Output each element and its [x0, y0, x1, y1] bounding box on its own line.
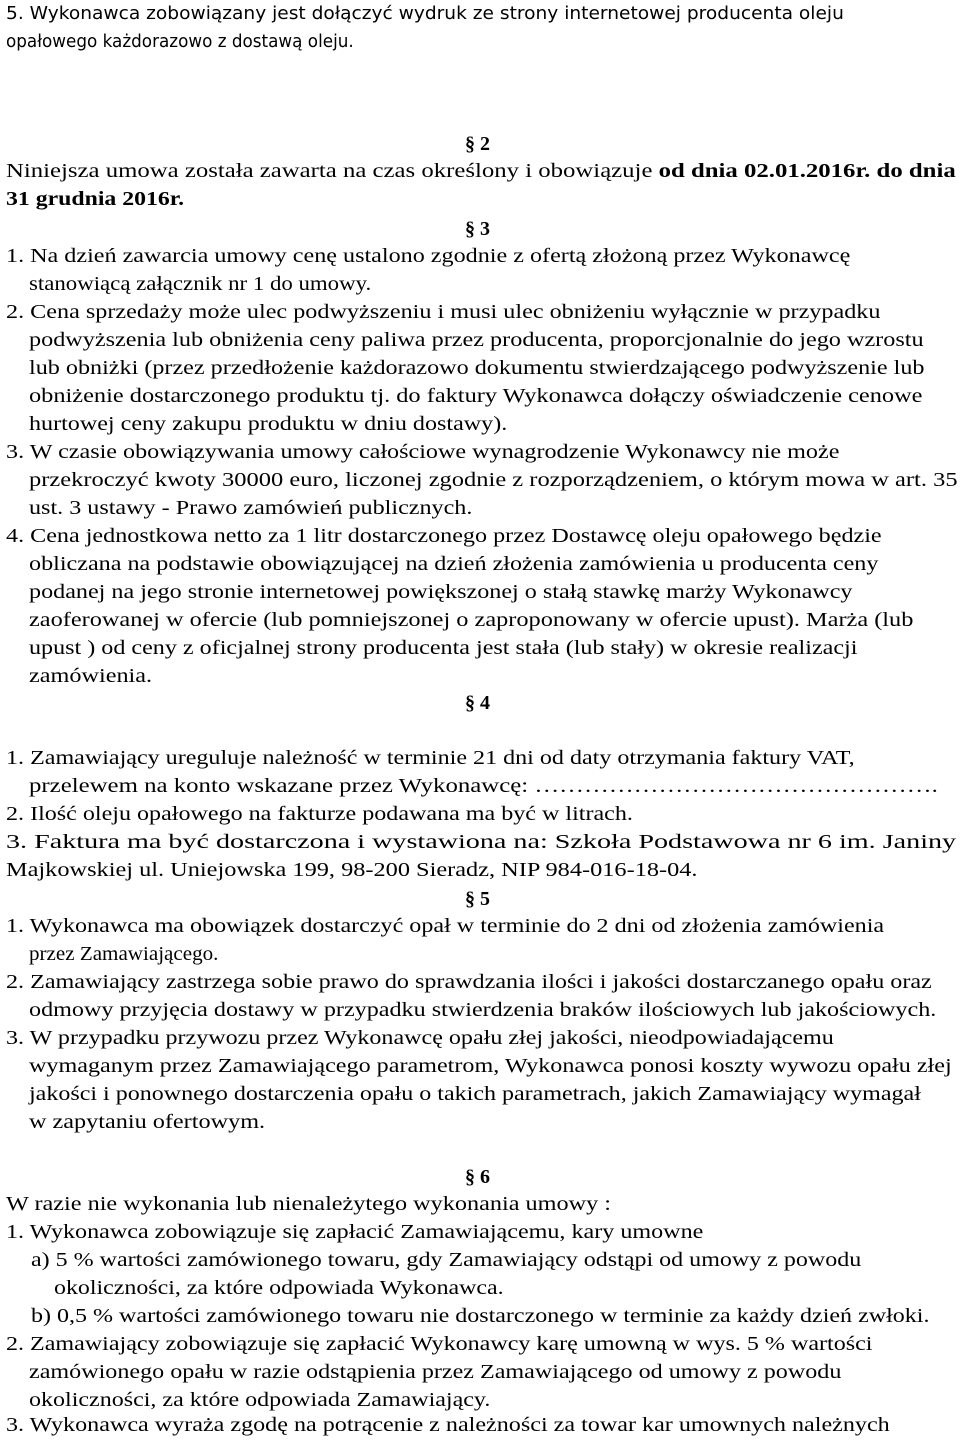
section-5-line: w zapytaniu ofertowym.: [29, 1112, 266, 1133]
section-2-line-1: [6, 158, 956, 186]
section-4-line: Majkowskiej ul. Uniejowska 199, 98-200 Sieradz, NIP 984-016-18-04.: [6, 860, 698, 881]
section-4-line: 1. Zamawiający ureguluje należność w terminie 21 dni od daty otrzymania faktury VAT,: [6, 748, 855, 769]
section-4-heading-text: § 4: [465, 692, 490, 714]
section-4-line: 3. Faktura ma być dostarczona i wystawiona na: Szkoła Podstawowa nr 6 im. Janiny: [6, 832, 957, 853]
section-5-line: jakości i ponownego dostarczenia opału o takich parametrach, jakich Zamawiający wymagał: [29, 1084, 921, 1105]
section-2-heading-text: § 2: [465, 133, 490, 155]
section-6-line: a) 5 % wartości zamówionego towaru, gdy Zamawiający odstąpi od umowy z powodu: [31, 1250, 862, 1271]
section-3-line: stanowiącą załącznik nr 1 do umowy.: [29, 274, 372, 295]
section-3-line: zamówienia.: [29, 666, 153, 687]
section-2-line-2: [6, 186, 184, 214]
section-3-line: obniżenie dostarczonego produktu tj. do faktury Wykonawca dołączy oświadczenie cenowe: [29, 386, 923, 407]
section-2-date-from: od dnia 02.01.2016r. do dnia: [658, 161, 956, 182]
section-6-line: b) 0,5 % wartości zamówionego towaru nie dostarczonego w terminie za każdy dzień zwłoki.: [31, 1306, 930, 1327]
section-5-line: odmowy przyjęcia dostawy w przypadku stwierdzenia braków ilościowych lub jakościowych.: [29, 1000, 937, 1021]
section-6-line: zamówionego opału w razie odstąpienia przez Zamawiającego od umowy z powodu: [29, 1362, 842, 1383]
section-3-line: 1. Na dzień zawarcia umowy cenę ustalono zgodnie z ofertą złożoną przez Wykonawcę: [6, 246, 851, 267]
section-6-line: 3. Wykonawca wyraża zgodę na potrącenie z należności za towar kar umownych należnych: [6, 1415, 890, 1436]
section-4-line: przelewem na konto wskazane przez Wykonawcę: ………………………………………….: [29, 776, 938, 797]
p5-line-2: opałowego każdorazowo z dostawą oleju.: [6, 31, 354, 52]
section-5-line: 3. W przypadku przywozu przez Wykonawcę opału złej jakości, nieodpowiadającemu: [6, 1028, 834, 1049]
section-3-line: przekroczyć kwoty 30000 euro, liczonej zgodnie z rozporządzeniem, o którym mowa w art. 35: [29, 470, 958, 491]
section-5-line: wymaganym przez Zamawiającego parametrom, Wykonawca ponosi koszty wywozu opału złej: [29, 1056, 952, 1077]
section-4-heading: [465, 689, 490, 717]
section-6-line: W razie nie wykonania lub nienależytego wykonania umowy :: [6, 1194, 612, 1215]
section-5-line: 2. Zamawiający zastrzega sobie prawo do sprawdzania ilości i jakości dostarczanego opału oraz: [6, 972, 932, 993]
section-3-line: podwyższenia lub obniżenia ceny paliwa przez producenta, proporcjonalnie do jego wzrostu: [29, 330, 924, 351]
section-5-heading: [465, 885, 490, 913]
section-6-line: okoliczności, za które odpowiada Wykonawca.: [54, 1278, 504, 1299]
section-3-line: podanej na jego stronie internetowej powiększonej o stałą stawkę marży Wykonawcy: [29, 582, 853, 603]
section-6-line: okoliczności, za które odpowiada Zamawiający.: [29, 1390, 491, 1411]
section-2-heading: [465, 130, 490, 158]
section-6-heading-text: § 6: [465, 1166, 490, 1188]
section-3-line: hurtowej ceny zakupu produktu w dniu dostawy).: [29, 414, 508, 435]
section-3-line: ust. 3 ustawy - Prawo zamówień publicznych.: [29, 498, 473, 519]
section-4-line: 2. Ilość oleju opałowego na fakturze podawana ma być w litrach.: [6, 804, 633, 825]
section-5-line: przez Zamawiającego.: [29, 944, 219, 965]
p5-line-1: 5. Wykonawca zobowiązany jest dołączyć wydruk ze strony internetowej producenta oleju: [6, 3, 844, 24]
section-2-intro: Niniejsza umowa została zawarta na czas określony i obowiązuje: [6, 161, 659, 182]
section-2-date-to: 31 grudnia 2016r.: [6, 189, 185, 210]
section-3-heading: [465, 215, 490, 243]
section-3-line: lub obniżki (przez przedłożenie każdorazowo dokumentu stwierdzającego podwyższenie lub: [29, 358, 925, 379]
section-3-line: 3. W czasie obowiązywania umowy całościowe wynagrodzenie Wykonawcy nie może: [6, 442, 840, 463]
section-3-line: zaoferowanej w ofercie (lub pomniejszonej o zaproponowany w ofercie upust). Marża (lub: [29, 610, 914, 631]
section-6-heading: [465, 1163, 490, 1191]
section-6-line: 1. Wykonawca zobowiązuje się zapłacić Zamawiającemu, kary umowne: [6, 1222, 704, 1243]
section-3-line: obliczana na podstawie obowiązującej na dzień złożenia zamówienia u producenta ceny: [29, 554, 879, 575]
section-6-line: 2. Zamawiający zobowiązuje się zapłacić Wykonawcy karę umowną w wys. 5 % wartości: [6, 1334, 873, 1355]
section-3-line: 2. Cena sprzedaży może ulec podwyższeniu i musi ulec obniżeniu wyłącznie w przypadku: [6, 302, 881, 323]
section-3-heading-text: § 3: [465, 218, 490, 240]
section-3-line: upust ) od ceny z oficjalnej strony producenta jest stała (lub stały) w okresie realizacji: [29, 638, 858, 659]
section-3-line: 4. Cena jednostkowa netto za 1 litr dostarczonego przez Dostawcę oleju opałowego będzie: [6, 526, 882, 547]
section-5-line: 1. Wykonawca ma obowiązek dostarczyć opał w terminie do 2 dni od złożenia zamówienia: [6, 916, 885, 937]
section-5-heading-text: § 5: [465, 888, 490, 910]
